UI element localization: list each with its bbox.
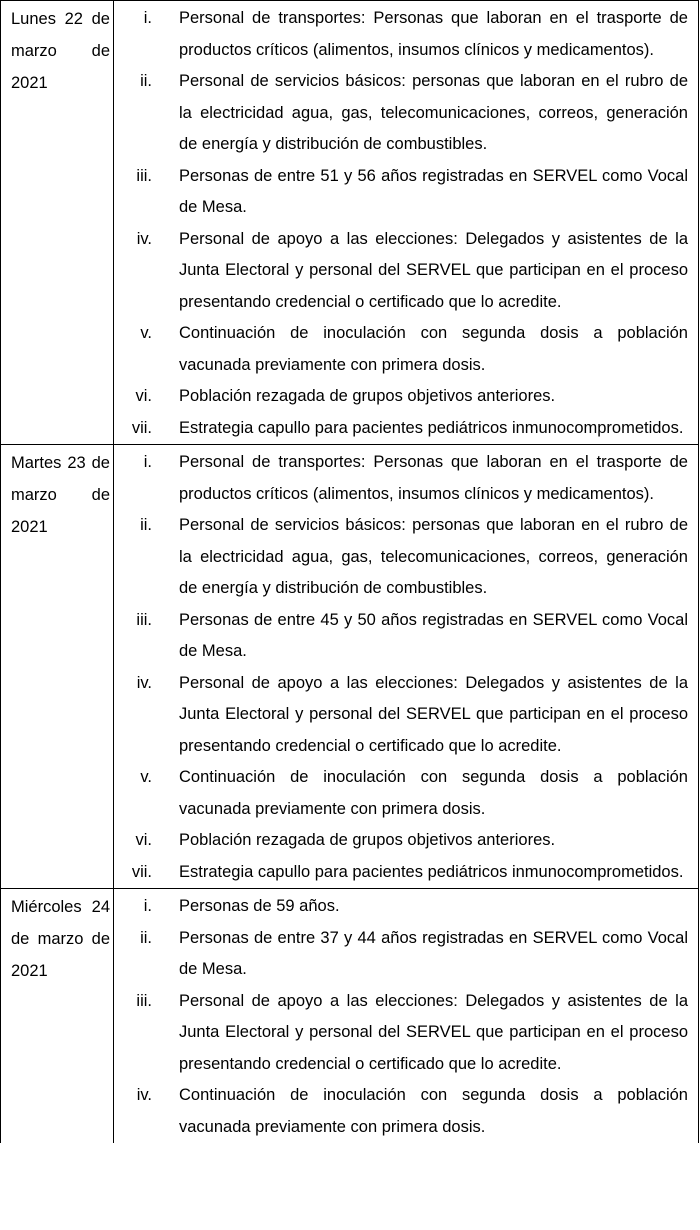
list-item — [114, 161, 688, 224]
list-item — [114, 762, 688, 825]
item-number: iv. — [136, 673, 152, 692]
item-text: Personal de transportes: Personas que laboran en el trasporte de productos críticos (alimentos, insumos clínicos y medicamentos). — [179, 453, 688, 503]
items-cell — [114, 445, 699, 889]
item-number: ii. — [140, 928, 152, 947]
item-text: Continuación de inoculación con segunda dosis a población vacunada previamente con primera dosis. — [179, 768, 688, 818]
list-item — [114, 381, 688, 413]
item-text: Personal de servicios básicos: personas que laboran en el rubro de la electricidad agua, gas, telecomunicaciones, correos, generación de energía y distribución de combustibles. — [179, 516, 688, 597]
item-number: ii. — [140, 516, 152, 534]
item-number: iii. — [136, 166, 152, 185]
item-number: iii. — [136, 610, 152, 629]
group-list — [114, 891, 688, 1143]
list-item — [114, 318, 688, 381]
group-list — [114, 447, 688, 888]
list-item — [114, 605, 688, 668]
item-number: ii. — [140, 72, 152, 90]
item-text: Continuación de inoculación con segunda dosis a población vacunada previamente con primera dosis. — [179, 324, 688, 374]
list-item — [114, 510, 688, 605]
list-item — [114, 986, 688, 1081]
schedule-row — [1, 1, 699, 445]
date-cell: Lunes 22 de marzo de 2021 — [1, 1, 114, 445]
item-text: Continuación de inoculación con segunda dosis a población vacunada previamente con primera dosis. — [179, 1086, 688, 1136]
item-text: Personal de apoyo a las elecciones: Delegados y asistentes de la Junta Electoral y personal del SERVEL que participan en el proceso presentando credencial o certificado que lo acredite. — [179, 229, 688, 311]
item-text: Personas de 59 años. — [179, 897, 340, 915]
item-number: iv. — [136, 1086, 152, 1104]
item-number: vii. — [131, 862, 152, 881]
list-item — [114, 66, 688, 161]
list-item — [114, 891, 688, 923]
item-number: iv. — [136, 229, 152, 248]
item-text: Población rezagada de grupos objetivos anteriores. — [179, 387, 556, 405]
item-number: vi. — [135, 387, 152, 405]
item-number: iii. — [136, 991, 152, 1010]
list-item — [114, 923, 688, 986]
items-cell — [114, 1, 699, 445]
item-text: Personal de servicios básicos: personas que laboran en el rubro de la electricidad agua, gas, telecomunicaciones, correos, generación de energía y distribución de combustibles. — [179, 72, 688, 153]
item-text: Personal de apoyo a las elecciones: Delegados y asistentes de la Junta Electoral y personal del SERVEL que participan en el proceso presentando credencial o certificado que lo acredite. — [179, 673, 688, 755]
item-text: Estrategia capullo para pacientes pediátricos inmunocomprometidos. — [179, 862, 684, 881]
date-cell: Miércoles 24 de marzo de 2021 — [1, 889, 114, 1144]
list-item — [114, 447, 688, 510]
list-item — [114, 668, 688, 763]
item-text: Personas de entre 37 y 44 años registradas en SERVEL como Vocal de Mesa. — [179, 928, 688, 978]
item-number: vii. — [131, 418, 152, 437]
item-text: Población rezagada de grupos objetivos anteriores. — [179, 831, 556, 849]
item-number: v. — [140, 768, 152, 786]
item-number: vi. — [135, 831, 152, 849]
list-item — [114, 224, 688, 319]
list-item — [114, 857, 688, 889]
items-cell — [114, 889, 699, 1144]
list-item — [114, 3, 688, 66]
list-item — [114, 825, 688, 857]
item-text: Estrategia capullo para pacientes pediátricos inmunocomprometidos. — [179, 418, 684, 437]
item-number: i. — [143, 9, 152, 27]
item-text: Personal de apoyo a las elecciones: Delegados y asistentes de la Junta Electoral y personal del SERVEL que participan en el proceso presentando credencial o certificado que lo acredite. — [179, 991, 688, 1073]
item-number: i. — [143, 897, 152, 915]
date-cell: Martes 23 de marzo de 2021 — [1, 445, 114, 889]
item-text: Personas de entre 45 y 50 años registradas en SERVEL como Vocal de Mesa. — [179, 610, 688, 660]
item-number: v. — [140, 324, 152, 342]
schedule-row — [1, 445, 699, 889]
item-text: Personas de entre 51 y 56 años registradas en SERVEL como Vocal de Mesa. — [179, 166, 688, 216]
item-text: Personal de transportes: Personas que laboran en el trasporte de productos críticos (alimentos, insumos clínicos y medicamentos). — [179, 9, 688, 59]
group-list — [114, 3, 688, 444]
item-number: i. — [143, 453, 152, 471]
list-item — [114, 1080, 688, 1143]
schedule-row — [1, 889, 699, 1144]
list-item — [114, 413, 688, 445]
